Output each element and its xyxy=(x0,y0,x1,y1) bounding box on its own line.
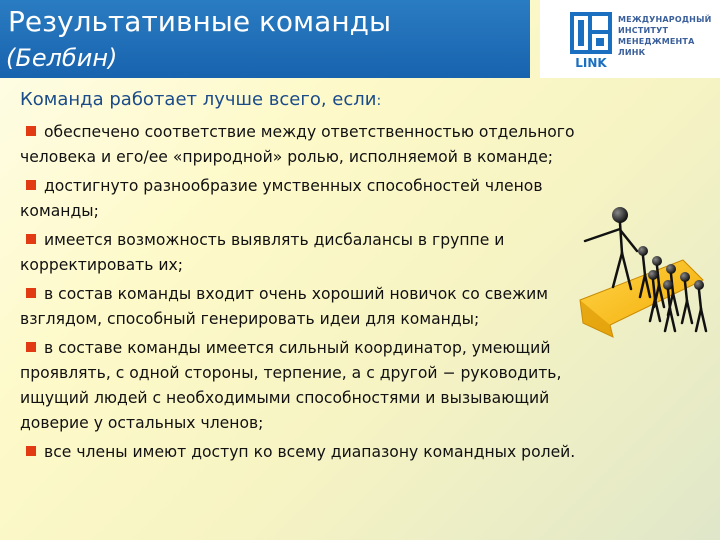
logo-line-3: МЕНЕДЖМЕНТА xyxy=(618,37,695,46)
list-item xyxy=(20,336,595,436)
list-item-text: обеспечено соответствие между ответственностью отдельного человека и его/ее «природной» ролью, исполняемой в команде; xyxy=(20,123,575,166)
institute-logo xyxy=(540,0,720,78)
logo-caption xyxy=(618,14,714,58)
logo-line-4: ЛИНК xyxy=(618,48,646,57)
list-item xyxy=(20,282,595,332)
logo-mark-text: LINK xyxy=(575,56,607,70)
logo-line-1: МЕЖДУНАРОДНЫЙ xyxy=(618,15,712,24)
bullet-square-icon xyxy=(26,126,36,136)
team-leader-illustration xyxy=(565,205,715,345)
leader-figure-icon xyxy=(585,207,637,289)
yellow-arrow-icon xyxy=(580,260,703,337)
slide-title: Результативные команды xyxy=(8,5,392,38)
lead-sentence xyxy=(20,88,381,113)
list-item-text: в состав команды входит очень хороший новичок со свежим взглядом, способный генерировать идеи для команды; xyxy=(20,285,549,328)
bullet-square-icon xyxy=(26,446,36,456)
list-item xyxy=(20,440,595,465)
list-item-text: все члены имеют доступ ко всему диапазону командных ролей. xyxy=(44,443,576,461)
slide-subtitle: (Белбин) xyxy=(6,44,118,72)
bullet-square-icon xyxy=(26,234,36,244)
lead-text: Команда работает лучше всего, если xyxy=(20,89,377,110)
bullet-square-icon xyxy=(26,342,36,352)
list-item-text: в составе команды имеется сильный координатор, умеющий проявлять, с одной стороны, терпение, а с другой − руководить, ищущий людей с необходимыми способностями и вызывающий доверие у остальных членов; xyxy=(20,339,562,432)
lead-colon: : xyxy=(376,93,382,109)
conditions-list xyxy=(20,120,595,469)
list-item-text: достигнуто разнообразие умственных способностей членов команды; xyxy=(20,177,543,220)
bullet-square-icon xyxy=(26,288,36,298)
list-item xyxy=(20,228,595,278)
bullet-square-icon xyxy=(26,180,36,190)
list-item xyxy=(20,120,595,170)
list-item xyxy=(20,174,595,224)
title-banner xyxy=(0,0,530,78)
list-item-text: имеется возможность выявлять дисбалансы в группе и корректировать их; xyxy=(20,231,505,274)
link-logo-icon xyxy=(570,12,612,70)
logo-line-2: ИНСТИТУТ xyxy=(618,26,669,35)
